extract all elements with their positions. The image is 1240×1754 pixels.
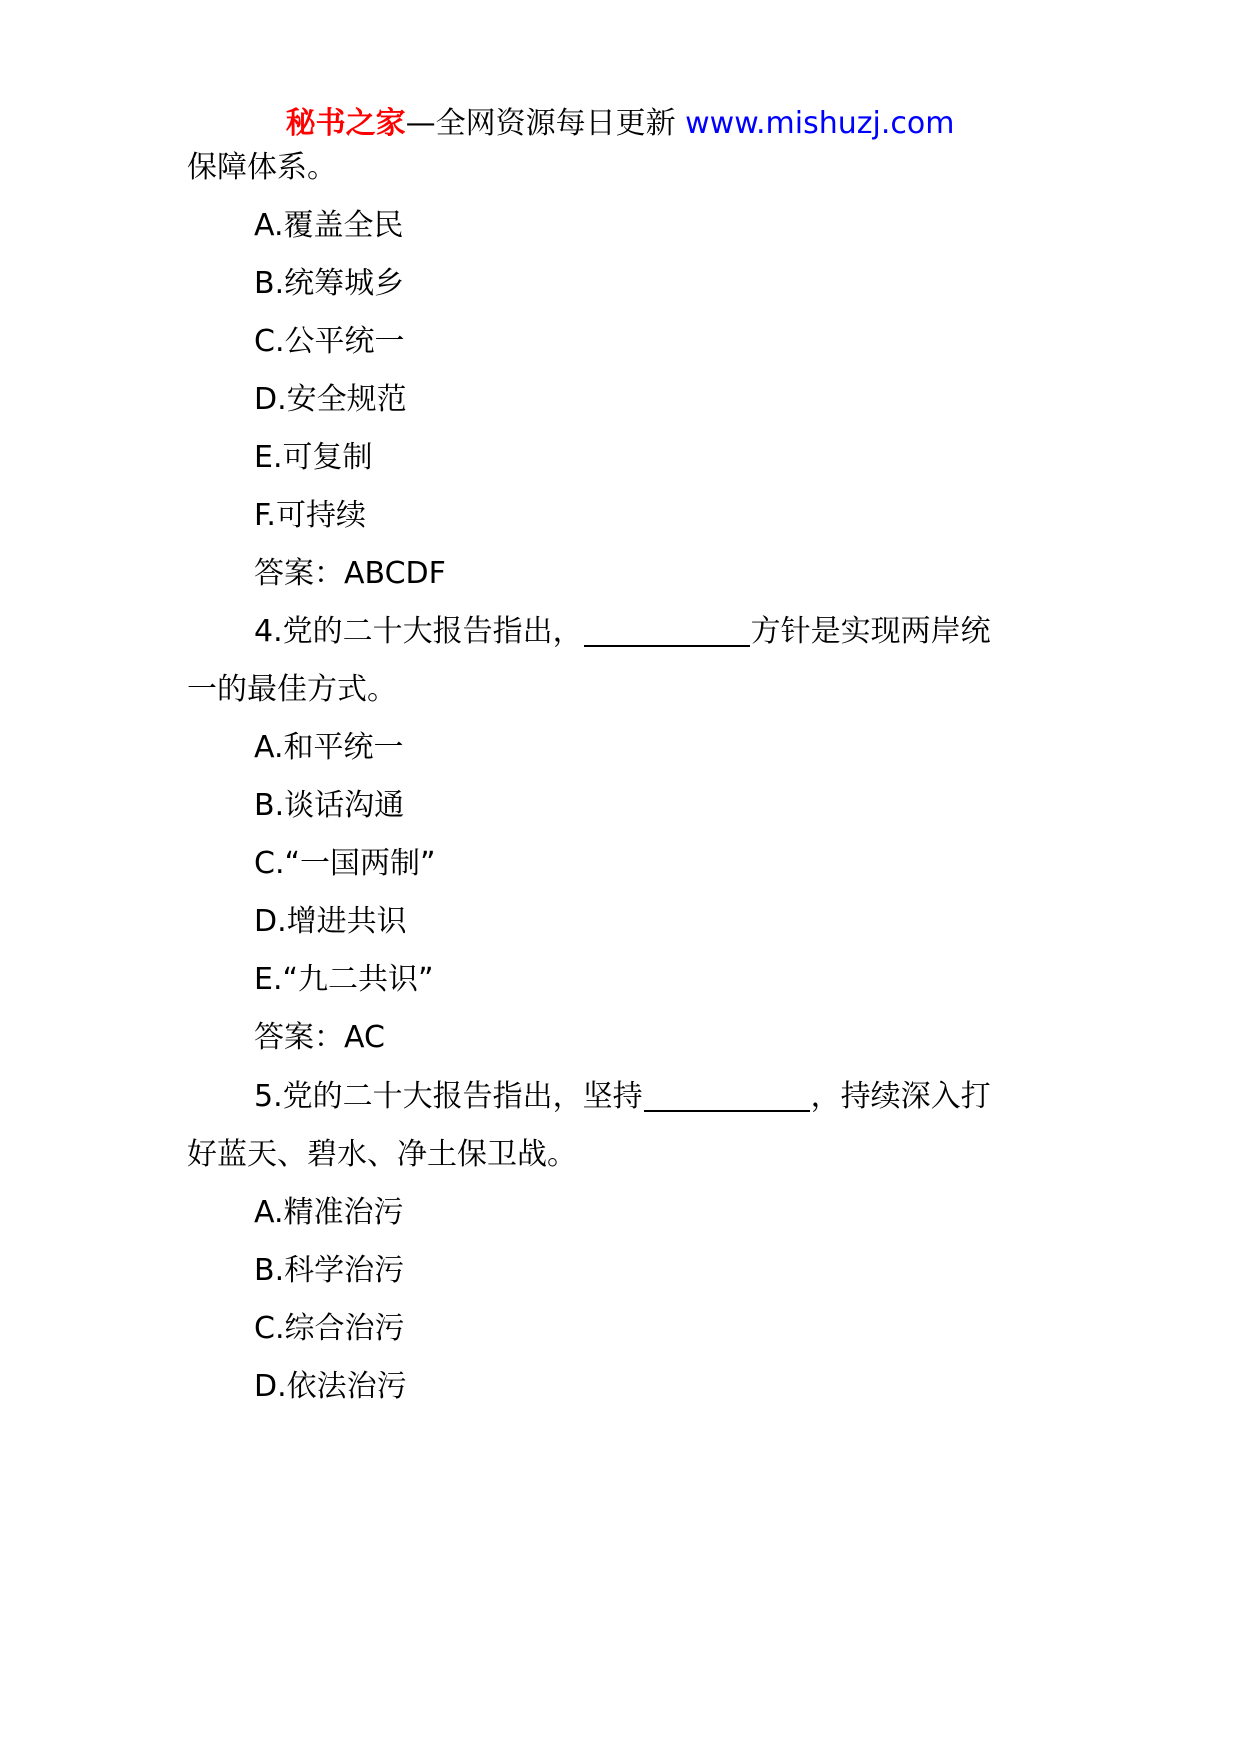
q4-option-d: D.增进共识: [254, 904, 407, 939]
q5-answer-blank: [644, 1080, 810, 1112]
q5-option-d: D.依法治污: [254, 1369, 407, 1404]
q4-option-a: A.和平统一: [254, 730, 404, 765]
q5-stem-before: 5.党的二十大报告指出，坚持: [254, 1079, 643, 1114]
q4-answer-blank: [584, 615, 750, 647]
q3-option-f: F.可持续: [254, 498, 366, 533]
question-4-stem-cont: 一的最佳方式。: [187, 672, 397, 707]
question-4-stem: [254, 610, 991, 654]
question-5-stem: [254, 1075, 991, 1119]
header-tagline: —全网资源每日更新: [405, 106, 686, 141]
q3-option-c: C.公平统一: [254, 324, 405, 359]
q5-option-c: C.综合治污: [254, 1311, 405, 1346]
q3-option-e: E.可复制: [254, 440, 373, 475]
site-url-link[interactable]: www.mishuzj.com: [685, 106, 955, 141]
q3-option-a: A.覆盖全民: [254, 208, 404, 243]
q3-option-d: D.安全规范: [254, 382, 407, 417]
q5-option-a: A.精准治污: [254, 1195, 404, 1230]
page-header: [0, 102, 1240, 146]
q5-stem-after: ，持续深入打: [810, 1079, 991, 1114]
q4-stem-after: 方针是实现两岸统: [750, 614, 991, 649]
q3-option-b: B.统筹城乡: [254, 266, 405, 301]
q4-answer: 答案：AC: [254, 1020, 385, 1055]
question-5-stem-cont: 好蓝天、碧水、净土保卫战。: [187, 1137, 577, 1172]
q3-answer: 答案：ABCDF: [254, 556, 446, 591]
q4-option-c: C.“一国两制”: [254, 846, 436, 881]
q4-stem-before: 4.党的二十大报告指出，: [254, 614, 583, 649]
q5-option-b: B.科学治污: [254, 1253, 405, 1288]
question-3-stem-tail: 保障体系。: [187, 150, 337, 185]
q4-option-e: E.“九二共识”: [254, 962, 434, 997]
brand-name: 秘书之家: [285, 106, 406, 141]
q4-option-b: B.谈话沟通: [254, 788, 405, 823]
